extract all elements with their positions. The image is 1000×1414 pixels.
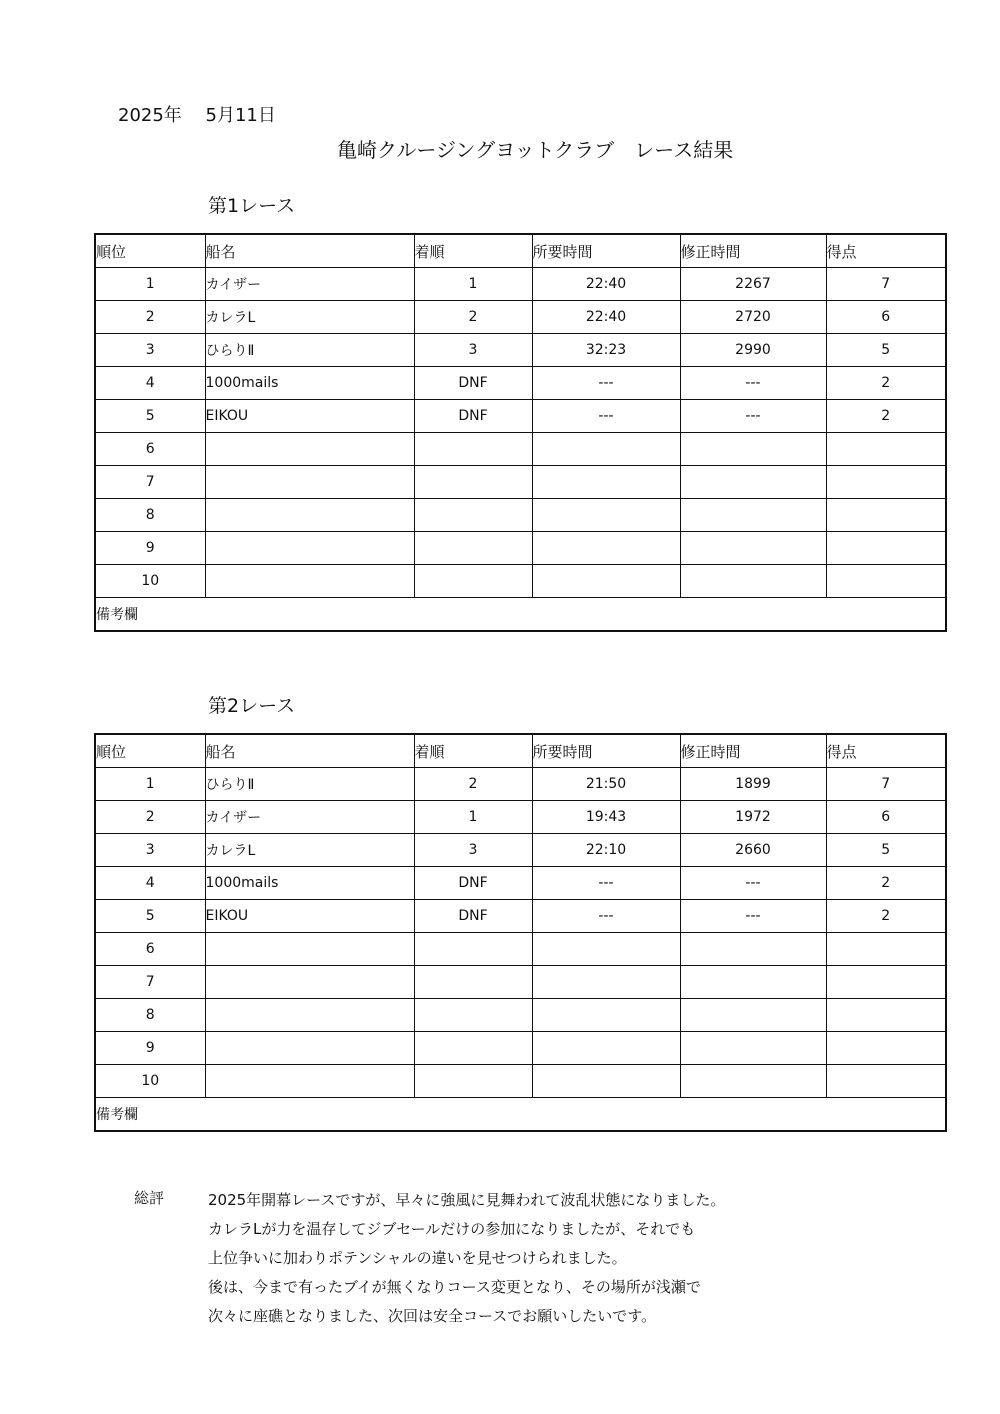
summary-label: 総評	[134, 1189, 165, 1207]
column-header-points: 得点	[826, 234, 946, 268]
race-1-results-table	[94, 233, 947, 632]
cell-corrected-time	[680, 966, 826, 999]
cell-boat: カレラL	[205, 834, 414, 867]
cell-rank: 3	[95, 834, 205, 867]
table-row	[95, 933, 946, 966]
cell-boat	[205, 499, 414, 532]
cell-rank: 10	[95, 1065, 205, 1098]
cell-rank: 6	[95, 933, 205, 966]
column-header-corrected-time: 修正時間	[680, 234, 826, 268]
table-row	[95, 768, 946, 801]
cell-elapsed-time	[532, 565, 680, 598]
table-row	[95, 565, 946, 598]
cell-points: 7	[826, 268, 946, 301]
cell-boat: ひらりⅡ	[205, 768, 414, 801]
cell-corrected-time: 2267	[680, 268, 826, 301]
cell-finish	[414, 933, 532, 966]
cell-points: 5	[826, 334, 946, 367]
cell-finish	[414, 499, 532, 532]
cell-boat	[205, 966, 414, 999]
cell-elapsed-time: ---	[532, 400, 680, 433]
cell-points: 7	[826, 768, 946, 801]
table-row	[95, 499, 946, 532]
cell-rank: 2	[95, 801, 205, 834]
cell-finish	[414, 466, 532, 499]
column-header-elapsed-time: 所要時間	[532, 234, 680, 268]
column-header-rank: 順位	[95, 234, 205, 268]
cell-points: 6	[826, 801, 946, 834]
cell-elapsed-time: 32:23	[532, 334, 680, 367]
cell-points: 2	[826, 867, 946, 900]
cell-rank: 1	[95, 768, 205, 801]
cell-rank: 10	[95, 565, 205, 598]
cell-elapsed-time: ---	[532, 367, 680, 400]
column-header-finish: 着順	[414, 234, 532, 268]
cell-rank: 7	[95, 966, 205, 999]
cell-corrected-time: 2990	[680, 334, 826, 367]
summary-line: カレラLが力を温存してジブセールだけの参加になりましたが、それでも	[208, 1220, 696, 1238]
race-1-rows	[95, 268, 946, 632]
race-2-rows	[95, 768, 946, 1132]
summary-line: 後は、今まで有ったブイが無くなりコース変更となり、その場所が浅瀬で	[208, 1278, 701, 1296]
cell-boat: 1000mails	[205, 367, 414, 400]
table-header-row	[95, 734, 946, 768]
cell-points: 5	[826, 834, 946, 867]
cell-finish: 2	[414, 301, 532, 334]
cell-elapsed-time: 22:40	[532, 301, 680, 334]
table-row	[95, 999, 946, 1032]
cell-boat: ひらりⅡ	[205, 334, 414, 367]
cell-corrected-time	[680, 499, 826, 532]
table-row	[95, 801, 946, 834]
table-row	[95, 900, 946, 933]
cell-corrected-time	[680, 1065, 826, 1098]
table-row	[95, 268, 946, 301]
cell-corrected-time: ---	[680, 867, 826, 900]
remarks-label: 備考欄	[95, 598, 946, 632]
cell-corrected-time: 2720	[680, 301, 826, 334]
cell-rank: 8	[95, 999, 205, 1032]
cell-finish: DNF	[414, 367, 532, 400]
race-2-results-table	[94, 733, 947, 1132]
table-row	[95, 400, 946, 433]
cell-finish	[414, 532, 532, 565]
cell-boat: EIKOU	[205, 900, 414, 933]
cell-corrected-time: 2660	[680, 834, 826, 867]
race-2-heading: 第2レース	[208, 695, 296, 717]
remarks-row	[95, 1098, 946, 1132]
cell-boat: カレラL	[205, 301, 414, 334]
cell-rank: 9	[95, 532, 205, 565]
column-header-boat: 船名	[205, 734, 414, 768]
remarks-row	[95, 598, 946, 632]
cell-points: 2	[826, 900, 946, 933]
cell-boat	[205, 565, 414, 598]
cell-boat: カイザー	[205, 801, 414, 834]
cell-elapsed-time: ---	[532, 900, 680, 933]
cell-finish: DNF	[414, 867, 532, 900]
cell-corrected-time: ---	[680, 900, 826, 933]
cell-elapsed-time	[532, 1032, 680, 1065]
cell-elapsed-time	[532, 966, 680, 999]
cell-rank: 8	[95, 499, 205, 532]
cell-elapsed-time	[532, 433, 680, 466]
cell-finish	[414, 1065, 532, 1098]
cell-finish	[414, 565, 532, 598]
cell-rank: 4	[95, 867, 205, 900]
cell-points: 2	[826, 367, 946, 400]
cell-boat: 1000mails	[205, 867, 414, 900]
cell-finish: 2	[414, 768, 532, 801]
table-row	[95, 367, 946, 400]
cell-elapsed-time	[532, 1065, 680, 1098]
cell-rank: 2	[95, 301, 205, 334]
column-header-rank: 順位	[95, 734, 205, 768]
table-row	[95, 301, 946, 334]
cell-elapsed-time: 21:50	[532, 768, 680, 801]
cell-rank: 3	[95, 334, 205, 367]
cell-finish	[414, 966, 532, 999]
cell-finish: DNF	[414, 900, 532, 933]
column-header-corrected-time: 修正時間	[680, 734, 826, 768]
table-row	[95, 867, 946, 900]
cell-rank: 9	[95, 1032, 205, 1065]
race-1-heading: 第1レース	[208, 195, 296, 217]
summary-line: 上位争いに加わりポテンシャルの違いを見せつけられました。	[208, 1249, 627, 1267]
cell-corrected-time: 1899	[680, 768, 826, 801]
cell-corrected-time	[680, 933, 826, 966]
cell-elapsed-time	[532, 933, 680, 966]
cell-elapsed-time	[532, 532, 680, 565]
summary-line: 2025年開幕レースですが、早々に強風に見舞われて波乱状態になりました。	[208, 1191, 726, 1209]
cell-points	[826, 1032, 946, 1065]
cell-rank: 7	[95, 466, 205, 499]
cell-corrected-time	[680, 1032, 826, 1065]
cell-boat	[205, 433, 414, 466]
column-header-elapsed-time: 所要時間	[532, 734, 680, 768]
cell-corrected-time: 1972	[680, 801, 826, 834]
cell-corrected-time: ---	[680, 400, 826, 433]
cell-finish	[414, 433, 532, 466]
cell-finish: 3	[414, 334, 532, 367]
cell-corrected-time: ---	[680, 367, 826, 400]
column-header-points: 得点	[826, 734, 946, 768]
cell-corrected-time	[680, 565, 826, 598]
cell-boat	[205, 933, 414, 966]
cell-points	[826, 433, 946, 466]
remarks-label: 備考欄	[95, 1098, 946, 1132]
cell-elapsed-time	[532, 499, 680, 532]
document-title: 亀崎クルージングヨットクラブ レース結果	[337, 138, 734, 162]
column-header-finish: 着順	[414, 734, 532, 768]
cell-points: 2	[826, 400, 946, 433]
cell-finish	[414, 999, 532, 1032]
table-row	[95, 1032, 946, 1065]
cell-finish: 1	[414, 801, 532, 834]
cell-points	[826, 499, 946, 532]
column-header-boat: 船名	[205, 234, 414, 268]
cell-boat	[205, 1065, 414, 1098]
cell-boat: EIKOU	[205, 400, 414, 433]
cell-corrected-time	[680, 466, 826, 499]
cell-finish: 3	[414, 834, 532, 867]
cell-elapsed-time: 22:40	[532, 268, 680, 301]
cell-points	[826, 999, 946, 1032]
cell-elapsed-time	[532, 999, 680, 1032]
cell-corrected-time	[680, 532, 826, 565]
cell-finish	[414, 1032, 532, 1065]
table-header-row	[95, 234, 946, 268]
cell-elapsed-time	[532, 466, 680, 499]
summary-text	[208, 1186, 725, 1331]
cell-rank: 5	[95, 400, 205, 433]
cell-points: 6	[826, 301, 946, 334]
cell-elapsed-time: 22:10	[532, 834, 680, 867]
cell-finish: 1	[414, 268, 532, 301]
cell-rank: 4	[95, 367, 205, 400]
cell-points	[826, 933, 946, 966]
cell-points	[826, 966, 946, 999]
table-row	[95, 834, 946, 867]
cell-boat	[205, 1032, 414, 1065]
cell-boat	[205, 466, 414, 499]
cell-elapsed-time: 19:43	[532, 801, 680, 834]
table-row	[95, 966, 946, 999]
race-date: 2025年 5月11日	[118, 105, 276, 126]
cell-corrected-time	[680, 433, 826, 466]
cell-points	[826, 532, 946, 565]
cell-points	[826, 466, 946, 499]
table-row	[95, 334, 946, 367]
summary-line: 次々に座礁となりました、次回は安全コースでお願いしたいです。	[208, 1307, 657, 1325]
table-row	[95, 1065, 946, 1098]
cell-points	[826, 565, 946, 598]
cell-elapsed-time: ---	[532, 867, 680, 900]
cell-boat	[205, 999, 414, 1032]
cell-finish: DNF	[414, 400, 532, 433]
table-row	[95, 466, 946, 499]
cell-rank: 1	[95, 268, 205, 301]
cell-rank: 5	[95, 900, 205, 933]
cell-boat	[205, 532, 414, 565]
cell-corrected-time	[680, 999, 826, 1032]
cell-rank: 6	[95, 433, 205, 466]
table-row	[95, 433, 946, 466]
cell-boat: カイザー	[205, 268, 414, 301]
cell-points	[826, 1065, 946, 1098]
table-row	[95, 532, 946, 565]
